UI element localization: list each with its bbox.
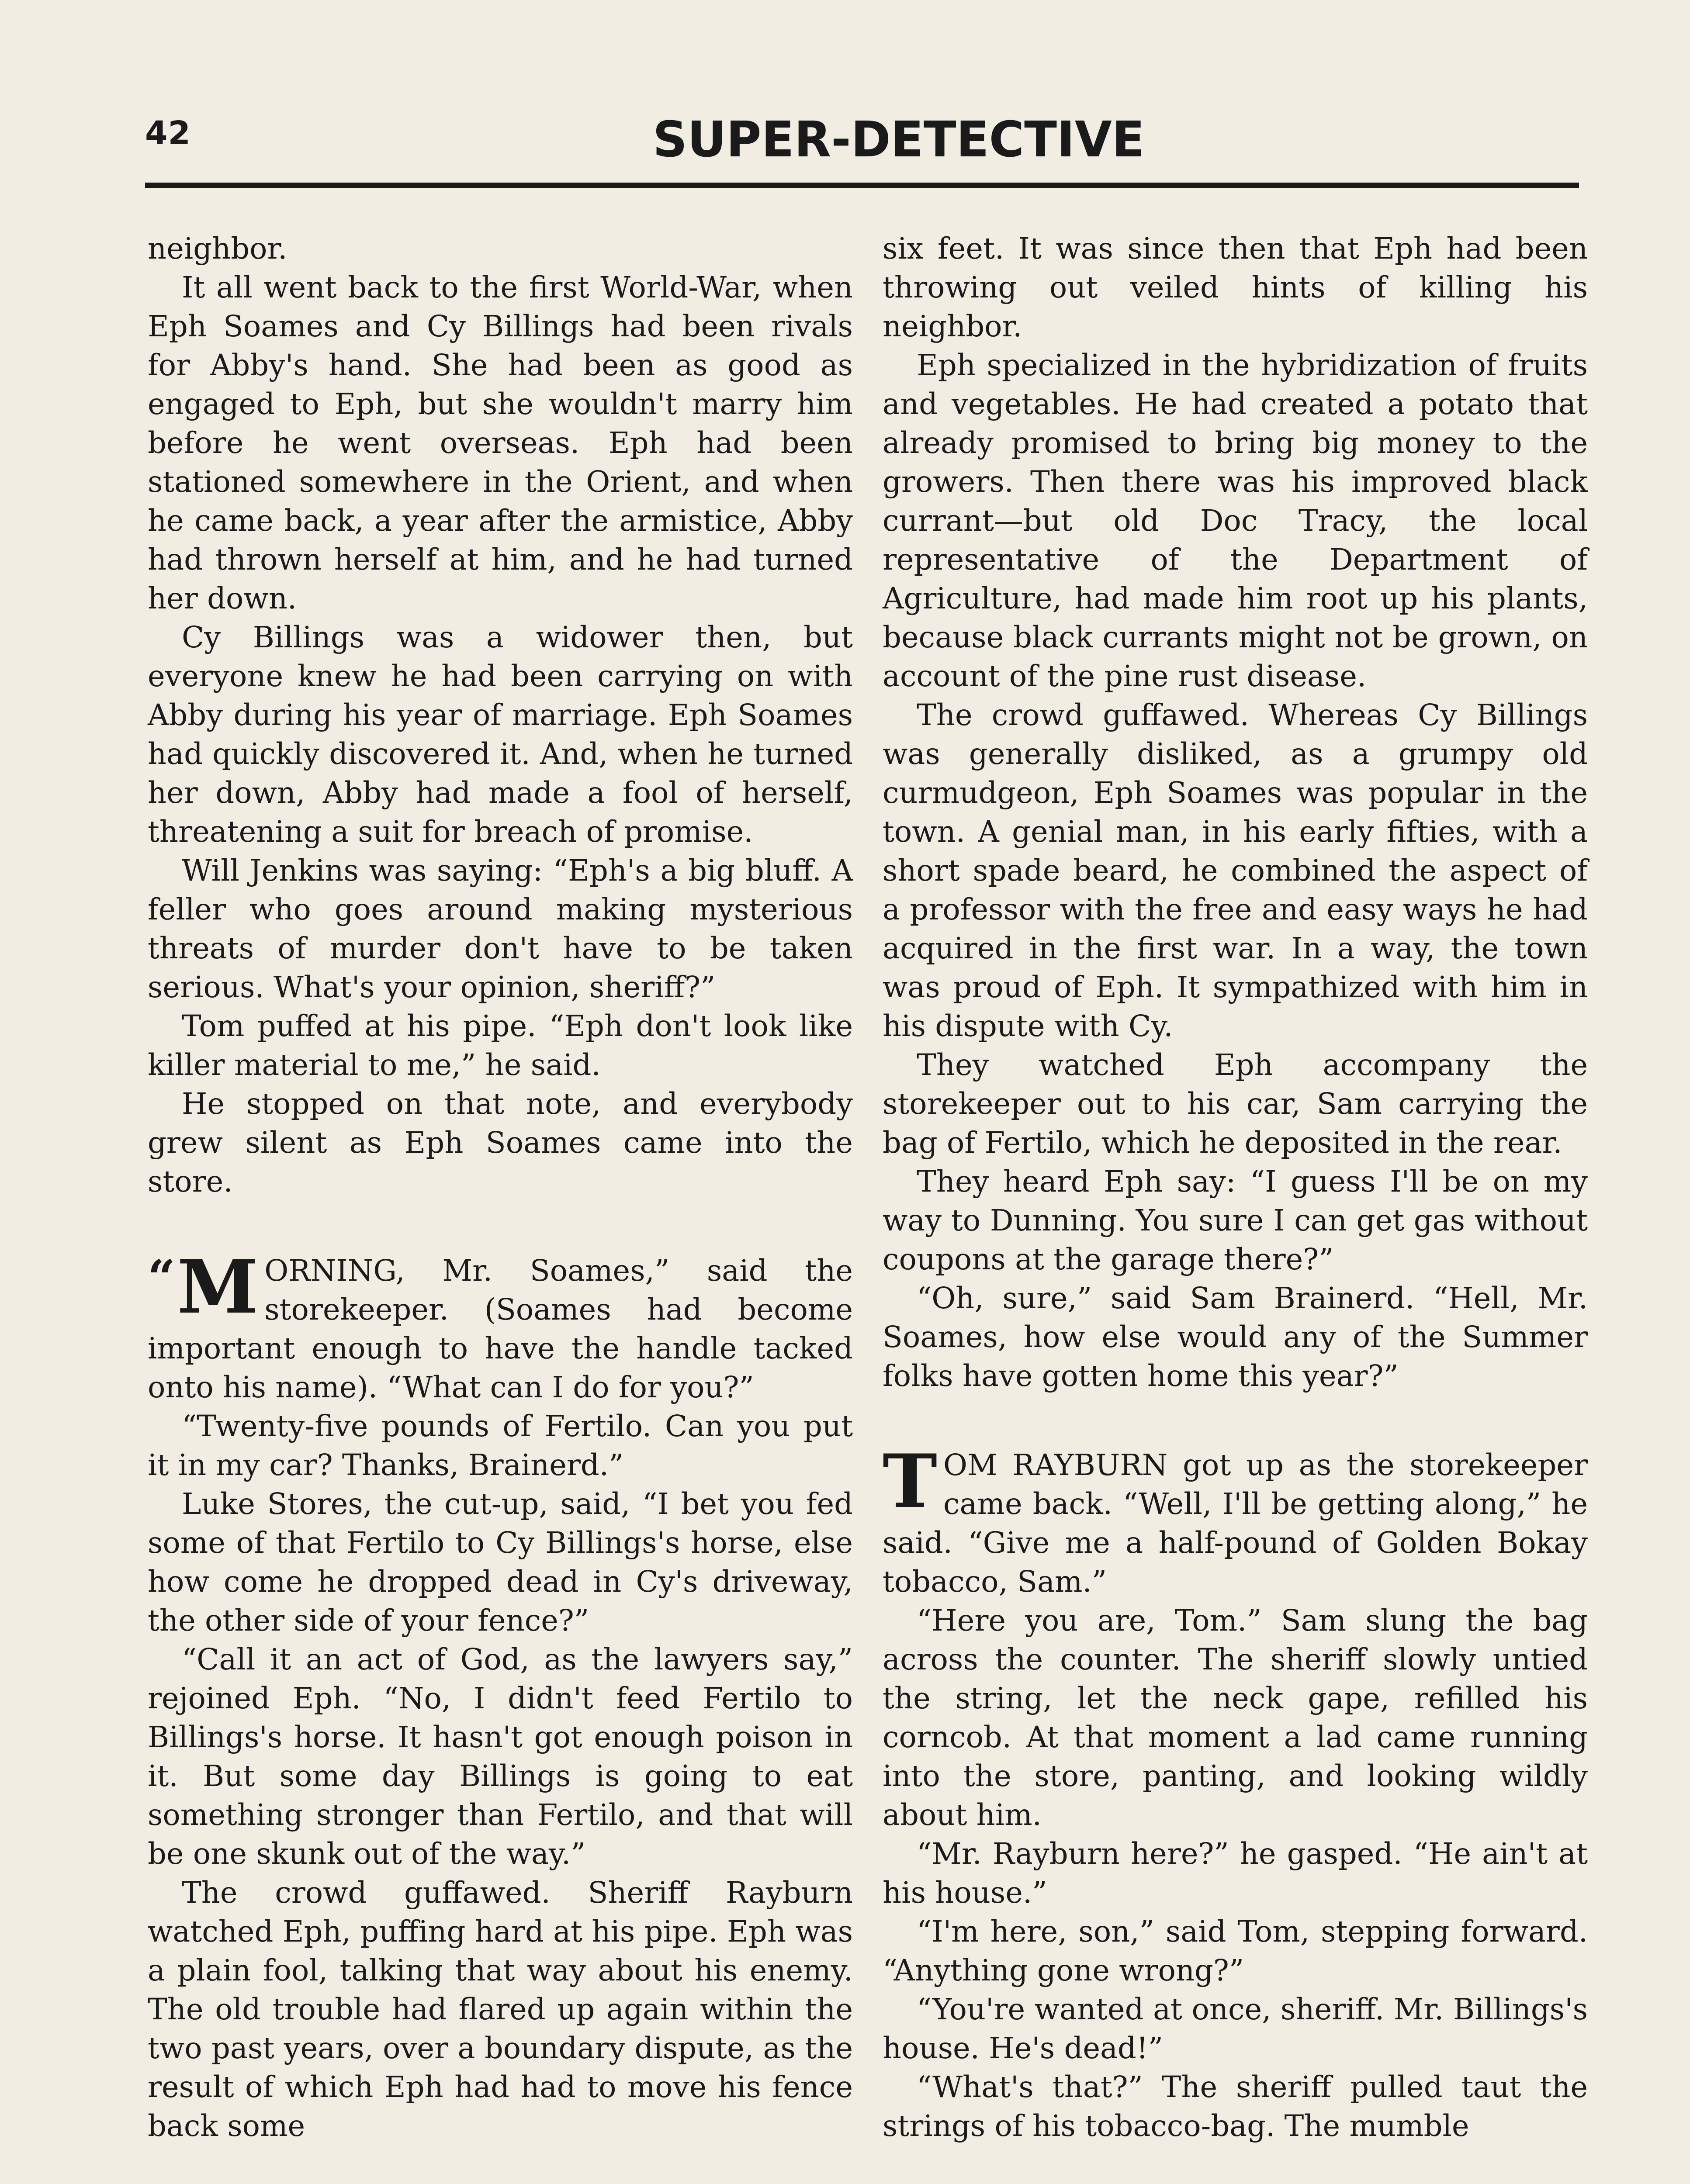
page-number: 42 (145, 114, 191, 152)
paragraph-text: OM RAYBURN got up as the storekeeper came back. “Well, I'll be getting along,” he said. “Give me a half-pound of Golden Bokay tobacco, Sam.” (883, 1448, 1588, 1599)
left-column (148, 229, 853, 2146)
paragraph: Cy Billings was a widower then, but everyone knew he had been carrying on with Abby during his year of marriage. Eph Soames had quickly discovered it. And, when he turned her down, Abby had made a fool of herself, threatening a suit for breach of promise. (148, 620, 853, 849)
magazine-title: SUPER-DETECTIVE (653, 111, 1145, 168)
paragraph: “Twenty-five pounds of Fertilo. Can you put it in my car? Thanks, Brainerd.” (148, 1409, 853, 1482)
paragraph: six feet. It was since then that Eph had been throwing out veiled hints of killing his neighbor. (883, 232, 1588, 343)
paragraph: “What's that?” The sheriff pulled taut the strings of his tobacco-bag. The mumble (883, 2070, 1588, 2143)
paragraph: They watched Eph accompany the storekeeper out to his car, Sam carrying the bag of Fertilo, which he deposited in the rear. (883, 1048, 1588, 1160)
header-rule (145, 183, 1579, 188)
paragraph: “Oh, sure,” said Sam Brainerd. “Hell, Mr. Soames, how else would any of the Summer folks have gotten home this year?” (883, 1281, 1588, 1393)
paragraph: “Here you are, Tom.” Sam slung the bag across the counter. The sheriff slowly untied the string, let the neck gape, refilled his corncob. At that moment a lad came running into the store, panting, and looking wildly about him. (883, 1603, 1588, 1832)
paragraph: “Call it an act of God, as the lawyers say,” rejoined Eph. “No, I didn't feed Fertilo to Billings's horse. It hasn't got enough poison in it. But some day Billings is going to eat something stronger than Fertilo, and that will be one skunk out of the way.” (148, 1642, 853, 1871)
paragraph: The crowd guffawed. Whereas Cy Billings was generally disliked, as a grumpy old curmudgeon, Eph Soames was popular in the town. A genial man, in his early fifties, with a short spade beard, he combined the aspect of a professor with the free and easy ways he had acquired in the first war. In a way, the town was proud of Eph. It sympathized with him in his dispute with Cy. (883, 698, 1588, 1043)
dropcap-letter: T (883, 1438, 938, 1524)
paragraph: “Mr. Rayburn here?” he gasped. “He ain't at his house.” (883, 1837, 1588, 1910)
dropcap-quote: “ (148, 1249, 176, 1306)
paragraph: “You're wanted at once, sheriff. Mr. Billings's house. He's dead!” (883, 1992, 1588, 2065)
section-opening-paragraph (148, 1244, 853, 1407)
paragraph: It all went back to the first World-War, when Eph Soames and Cy Billings had been rivals for Abby's hand. She had been as good as engaged to Eph, but she wouldn't marry him before he went overseas. Eph had been stationed somewhere in the Orient, and when he came back, a year after the armistice, Abby had thrown herself at him, and he had turned her down. (148, 270, 853, 615)
paragraph: “I'm here, son,” said Tom, stepping forward. “Anything gone wrong?” (883, 1914, 1588, 1987)
dropcap-letter: M (177, 1244, 259, 1330)
paragraph: He stopped on that note, and everybody grew silent as Eph Soames came into the store. (148, 1087, 853, 1199)
right-column (883, 229, 1588, 2146)
paragraph: Tom puffed at his pipe. “Eph don't look like killer material to me,” he said. (148, 1009, 853, 1082)
paragraph: Eph specialized in the hybridization of fruits and vegetables. He had created a potato that already promised to bring big money to the growers. Then there was his improved black currant—but old Doc Tracy, the local representative of the Department of Agriculture, had made him root up his plants, because black currants might not be grown, on account of the pine rust disease. (883, 348, 1588, 693)
paragraph: They heard Eph say: “I guess I'll be on my way to Dunning. You sure I can get gas without coupons at the garage there?” (883, 1165, 1588, 1276)
paragraph-text: ORNING, Mr. Soames,” said the storekeeper. (Soames had become important enough to have the handle tacked onto his name). “What can I do for you?” (148, 1254, 853, 1404)
paragraph: Will Jenkins was saying: “Eph's a big bluff. A feller who goes around making mysterious threats of murder don't have to be taken serious. What's your opinion, sheriff?” (148, 854, 853, 1004)
section-opening-paragraph (883, 1438, 1588, 1601)
paragraph: The crowd guffawed. Sheriff Rayburn watched Eph, puffing hard at his pipe. Eph was a plain fool, talking that way about his enemy. The old trouble had flared up again within the two past years, over a boundary dispute, as the result of which Eph had had to move his fence back some (148, 1876, 853, 2143)
paragraph: Luke Stores, the cut-up, said, “I bet you fed some of that Fertilo to Cy Billings's horse, else how come he dropped dead in Cy's driveway, the other side of your fence?” (148, 1487, 853, 1638)
paragraph: neighbor. (148, 232, 287, 266)
